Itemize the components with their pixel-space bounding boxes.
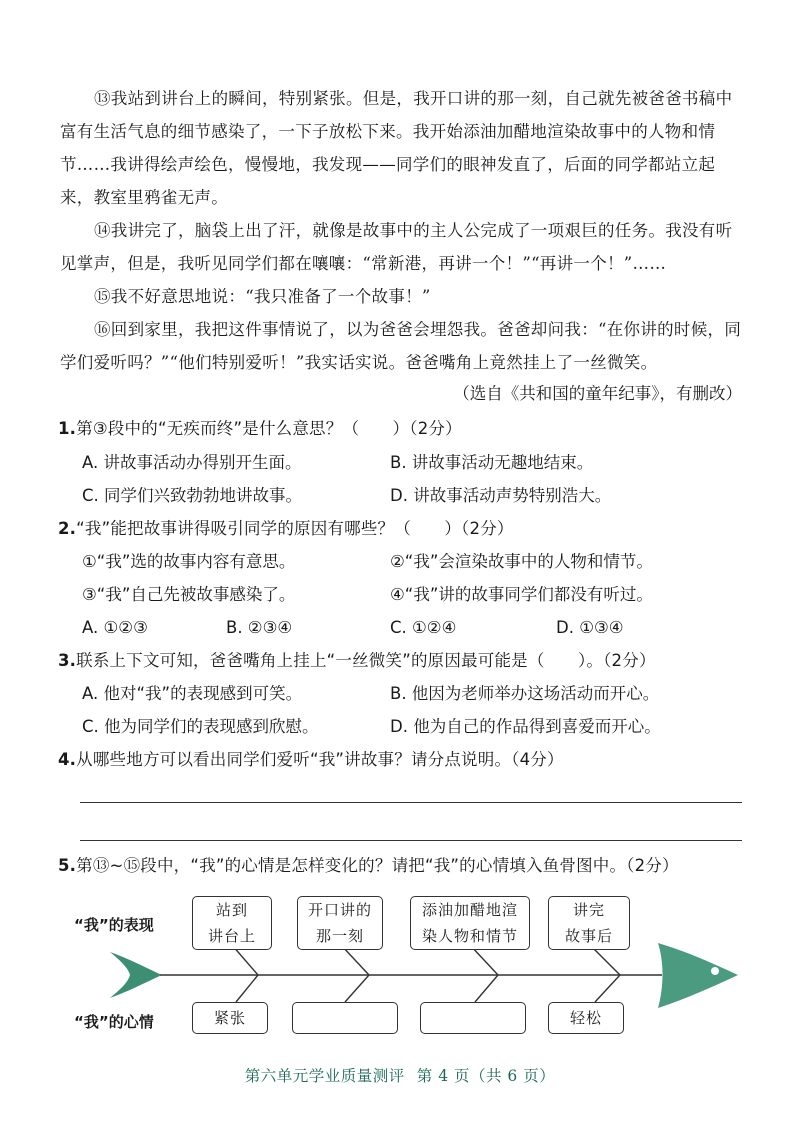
source-citation: （选自《共和国的童年纪事》，有删改）: [453, 384, 742, 403]
mood-box-2-blank[interactable]: [292, 1002, 398, 1034]
mood-box-4: 轻松: [548, 1002, 624, 1034]
q3-option-d[interactable]: D. 他为自己的作品得到喜爱而开心。: [390, 717, 661, 736]
question-4: [58, 745, 564, 775]
question-3: [58, 646, 656, 676]
q2-option-d[interactable]: D. ①③④: [556, 618, 624, 637]
box-line: 那一刻: [315, 927, 364, 945]
q1-option-c[interactable]: C. 同学们兴致勃勃地讲故事。: [82, 486, 303, 505]
q2-option-c[interactable]: C. ①②④: [390, 618, 457, 637]
box-line: 讲台上: [207, 927, 256, 945]
q4-answer-line-2[interactable]: [80, 840, 742, 841]
behavior-box-1: [192, 896, 272, 950]
question-text: 联系上下文可知，爸爸嘴角上挂上“一丝微笑”的原因最可能是（ ）。（2分）: [76, 651, 656, 670]
q3-option-a[interactable]: A. 他对“我”的表现感到可笑。: [82, 684, 303, 703]
behavior-box-2: [297, 896, 383, 950]
question-text: 第③段中的“无疾而终”是什么意思？（ ）（2分）: [76, 419, 462, 438]
passage-paragraph-13: [60, 82, 748, 214]
q4-answer-line-1[interactable]: [80, 802, 742, 803]
paragraph-text: ⑮我不好意思地说：“我只准备了一个故事！”: [94, 287, 431, 306]
question-5: [58, 851, 679, 881]
q2-item-2: ②“我”会渲染故事中的人物和情节。: [390, 552, 653, 571]
q1-option-b[interactable]: B. 讲故事活动无趣地结束。: [390, 453, 594, 472]
q3-option-c[interactable]: C. 他为同学们的表现感到欣慰。: [82, 717, 319, 736]
passage-paragraph-16: [60, 313, 748, 379]
paragraph-text: ⑯回到家里，我把这件事情说了，以为爸爸会埋怨我。爸爸却问我：“在你讲的时候，同学们爱听吗？”“他们特别爱听！”我实话实说。爸爸嘴角上竟然挂上了一丝微笑。: [60, 320, 742, 372]
q2-option-b[interactable]: B. ②③④: [226, 618, 293, 637]
question-2: [58, 514, 514, 544]
question-1: [58, 414, 462, 444]
q2-item-1: ①“我”选的故事内容有意思。: [82, 552, 296, 571]
passage-paragraph-15: [60, 280, 748, 313]
q2-item-3: ③“我”自己先被故事感染了。: [82, 585, 296, 604]
question-number: 4.: [58, 750, 77, 769]
q2-item-4: ④“我”讲的故事同学们都没有听过。: [390, 585, 653, 604]
q3-option-b[interactable]: B. 他因为老师举办这场活动而开心。: [390, 684, 660, 703]
question-number: 3.: [58, 651, 77, 670]
footer-title: 第六单元学业质量测评: [244, 1067, 405, 1085]
mood-box-3-blank[interactable]: [420, 1002, 526, 1034]
question-number: 1.: [58, 419, 77, 438]
behavior-box-4: [548, 896, 630, 950]
lower-bone-4: [595, 975, 620, 1002]
question-text: 第⑬~⑮段中，“我”的心情是怎样变化的？请把“我”的心情填入鱼骨图中。（2分）: [76, 856, 679, 875]
footer-page-number: 第 4 页（共 6 页）: [416, 1067, 556, 1085]
row-label-mood: “我”的心情: [74, 1013, 154, 1031]
lower-bone-3: [475, 975, 498, 1002]
box-line: 开口讲的: [307, 901, 372, 919]
q1-option-a[interactable]: A. 讲故事活动办得别开生面。: [82, 453, 302, 472]
question-text: “我”能把故事讲得吸引同学的原因有哪些？（ ）（2分）: [76, 519, 514, 538]
behavior-box-3: [410, 896, 530, 950]
question-number: 2.: [58, 519, 77, 538]
mood-box-1: 紧张: [192, 1002, 268, 1034]
box-line: 故事后: [564, 927, 613, 945]
fish-head: [658, 943, 738, 1008]
lower-bone-1: [236, 975, 258, 1002]
lower-bone-2: [345, 975, 369, 1002]
passage-paragraph-14: [60, 214, 748, 280]
box-line: 添油加醋地渲: [421, 901, 518, 919]
box-line: 染人物和情节: [421, 927, 518, 945]
fish-eye: [711, 967, 719, 975]
q2-option-a[interactable]: A. ①②③: [82, 618, 148, 637]
paragraph-text: ⑭我讲完了，脑袋上出了汗，就像是故事中的主人公完成了一项艰巨的任务。我没有听见掌声，但是，我听见同学们都在嚷嚷：“常新港，再讲一个！”“再讲一个！”……: [60, 221, 733, 273]
page-footer: [0, 1064, 800, 1086]
q1-option-d[interactable]: D. 讲故事活动声势特别浩大。: [390, 486, 612, 505]
question-text: 从哪些地方可以看出同学们爱听“我”讲故事？请分点说明。（4分）: [76, 750, 564, 769]
fish-tail: [110, 952, 162, 998]
box-line: 讲完: [572, 901, 605, 919]
paragraph-text: ⑬我站到讲台上的瞬间，特别紧张。但是，我开口讲的那一刻，自己就先被爸爸书稿中富有生活气息的细节感染了，一下子放松下来。我开始添油加醋地渲染故事中的人物和情节……我讲得绘声绘色，慢慢地，我发现——同学们的眼神发直了，后面的同学都站立起来，教室里鸦雀无声。: [60, 89, 733, 207]
box-line: 站到: [215, 901, 248, 919]
question-number: 5.: [58, 856, 77, 875]
row-label-behavior: “我”的表现: [74, 916, 154, 934]
